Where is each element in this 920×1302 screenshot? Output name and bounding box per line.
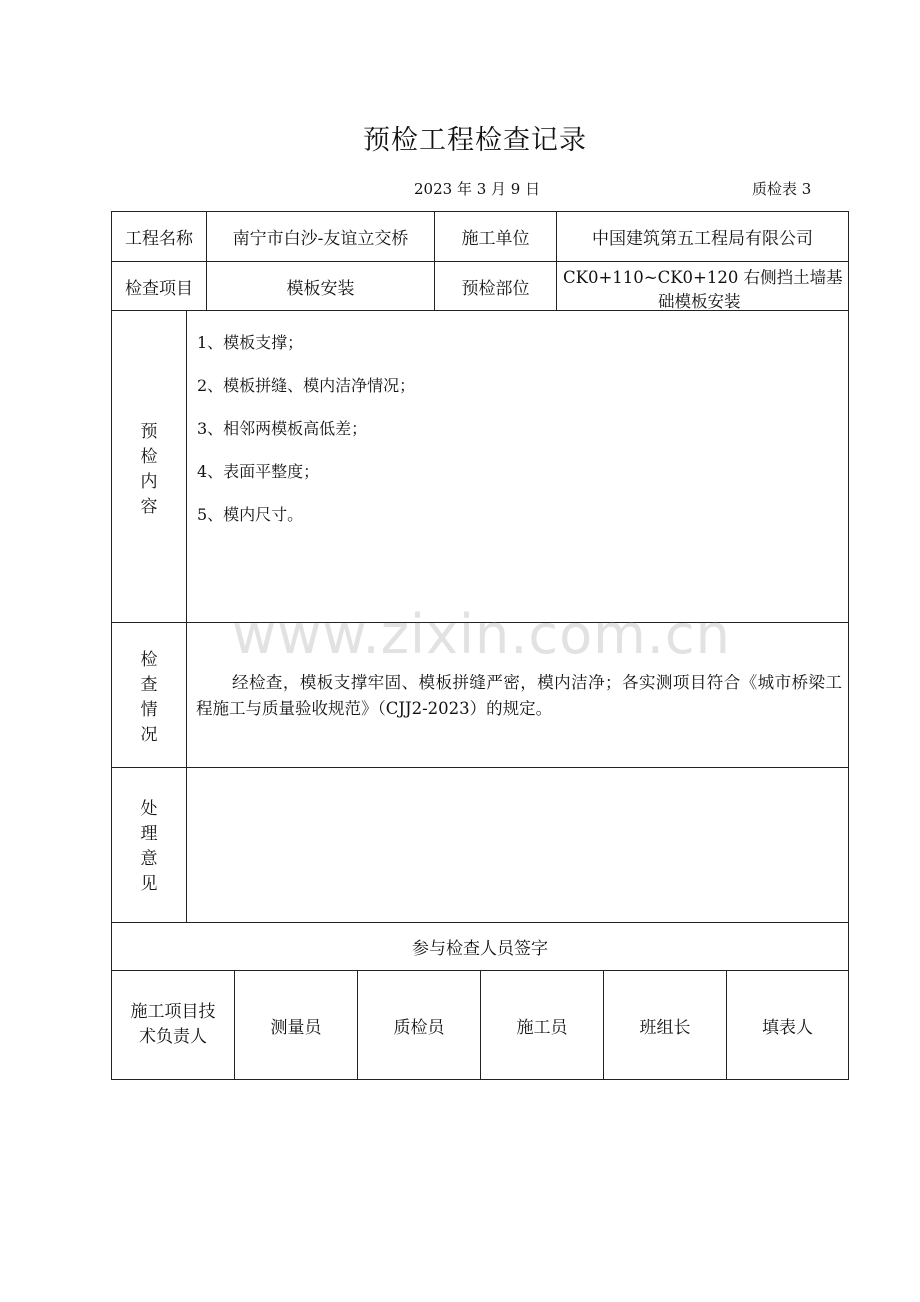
- list-item: 3、相邻两模板高低差；: [197, 419, 368, 438]
- table-divider: [111, 622, 849, 623]
- form-number: 质检表 3: [752, 180, 812, 198]
- check-item-label: 检查项目: [125, 278, 193, 299]
- record-date: 2023 年 3 月 9 日: [414, 180, 541, 198]
- project-name-label: 工程名称: [125, 229, 193, 249]
- signatures-heading: 参与检查人员签字: [412, 939, 548, 959]
- inspection-status-text: 经检查，模板支撑牢固、模板拼缝严密，模内洁净；各实测项目符合《城市桥梁工程施工与质量验收规范》（CJJ2-2023）的规定。: [196, 673, 842, 718]
- handling-opinion-label: 处 理 意 见: [140, 799, 158, 894]
- precheck-content-label: 预 检 内 容: [140, 422, 158, 517]
- signature-role-quality-inspector: 质检员: [393, 1017, 445, 1038]
- constructor-value: 中国建筑第五工程局有限公司: [592, 229, 813, 249]
- page-title: 预检工程检查记录: [363, 125, 587, 156]
- project-name-value: 南宁市白沙-友谊立交桥: [232, 229, 409, 249]
- signature-role-surveyor: 测量员: [270, 1017, 322, 1038]
- table-divider: [186, 310, 187, 922]
- handling-opinion-field[interactable]: [188, 769, 848, 921]
- precheck-part-value-line2: 础模板安装: [658, 292, 741, 311]
- signature-role-constructor: 施工员: [516, 1017, 568, 1038]
- signature-role-tech-lead: 施工项目技 术负责人: [130, 1002, 216, 1047]
- list-item: 5、模内尺寸。: [197, 505, 304, 524]
- signature-role-form-filler: 填表人: [762, 1017, 813, 1038]
- constructor-label: 施工单位: [461, 229, 530, 249]
- list-item: 2、模板拼缝、模内洁净情况；: [197, 376, 416, 395]
- check-item-value: 模板安装: [286, 278, 355, 299]
- list-item: 4、表面平整度；: [197, 462, 320, 481]
- list-item: 1、模板支撑；: [197, 333, 304, 352]
- inspection-status-label: 检 查 情 况: [140, 650, 158, 745]
- table-divider: [111, 767, 849, 768]
- precheck-part-value-line1: CK0+110~CK0+120 右侧挡土墙基: [563, 268, 843, 287]
- precheck-part-label: 预检部位: [461, 278, 530, 299]
- signature-role-team-leader: 班组长: [639, 1017, 691, 1038]
- watermark-text: www.zixin.com.cn: [232, 603, 731, 666]
